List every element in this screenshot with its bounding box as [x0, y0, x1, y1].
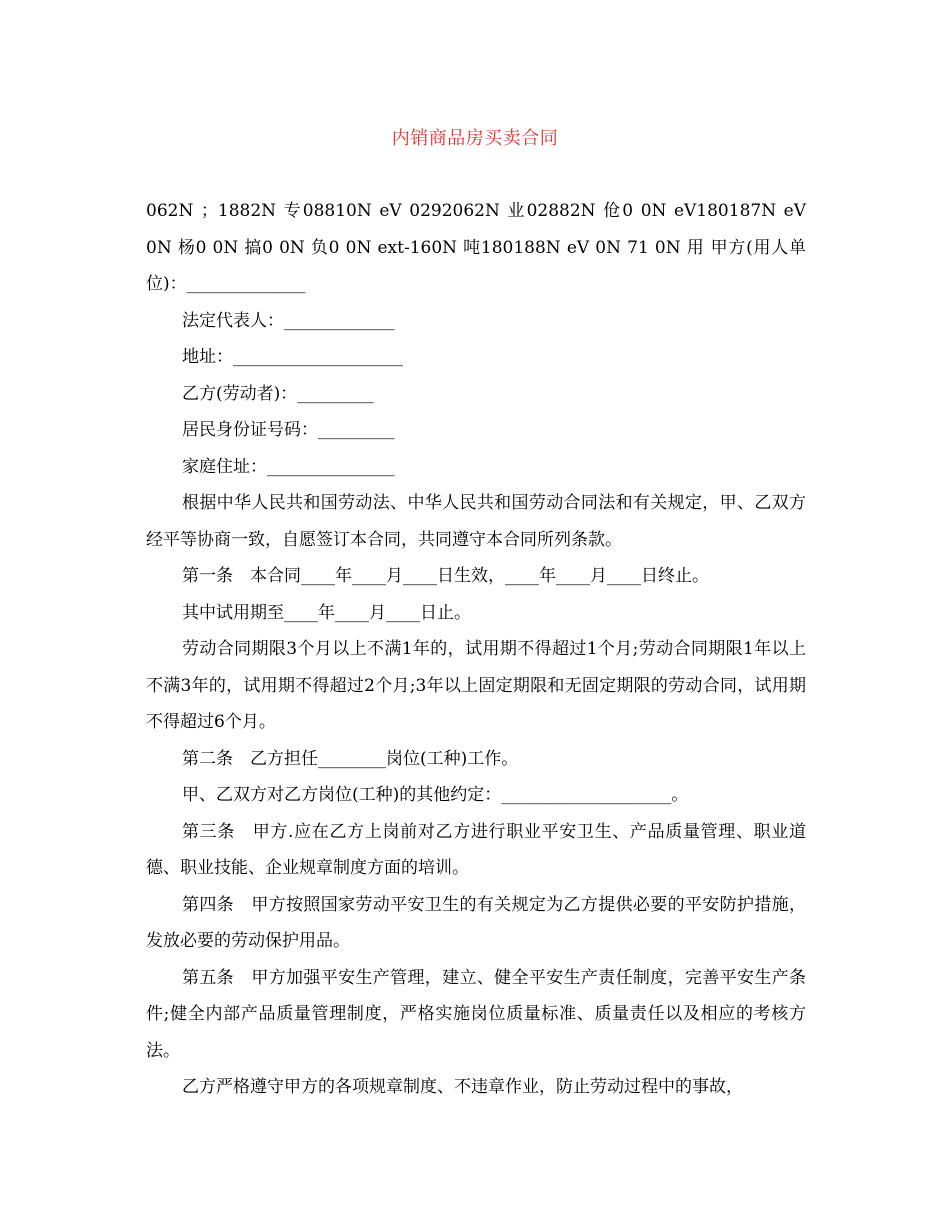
article-3-paragraph: 第三条 甲方.应在乙方上岗前对乙方进行职业平安卫生、产品质量管理、职业道德、职业技能、企业规章制度方面的培训。 — [146, 821, 806, 878]
probation-limits-paragraph: 劳动合同期限3个月以上不满1年的，试用期不得超过1个月;劳动合同期限1年以上不满3年的，试用期不得超过2个月;3年以上固定期限和无固定期限的劳动合同，试用期不得超过6个月。 — [146, 639, 806, 732]
party-b-duties-paragraph: 乙方严格遵守甲方的各项规章制度、不违章作业，防止劳动过程中的事故， — [182, 1077, 743, 1097]
other-agreement-paragraph: 甲、乙双方对乙方岗位(工种)的其他约定：____________________。 — [182, 785, 689, 805]
article-1-paragraph: 第一条 本合同____年____月____日生效，____年____月____日终止。 — [182, 566, 709, 586]
address-line: 地址：____________________ — [182, 347, 403, 367]
legal-representative-line: 法定代表人：_____________ — [182, 310, 395, 331]
preamble-paragraph: 根据中华人民共和国劳动法、中华人民共和国劳动合同法和有关规定，甲、乙双方经平等协商一致，自愿签订本合同，共同遵守本合同所列条款。 — [146, 493, 806, 550]
article-5-paragraph: 第五条 甲方加强平安生产管理，建立、健全平安生产责任制度，完善平安生产条件;健全内部产品质量管理制度，严格实施岗位质量标准、质量责任以及相应的考核方法。 — [146, 967, 806, 1061]
article-4-paragraph: 第四条 甲方按照国家劳动平安卫生的有关规定为乙方提供必要的平安防护措施，发放必要的劳动保护用品。 — [146, 894, 806, 951]
home-address-line: 家庭住址：_______________ — [182, 456, 395, 477]
garbled-header-paragraph: 062N ；1882N 专08810N eV 0292062N 业02882N 伧0 0N eV180187N eV 0N 杨0 0N 搞0 0N 负0 0N ext-160N 吨180188N eV 0N 71 0N 用 甲方(用人单位)：______________ — [146, 201, 806, 294]
document-title: 内销商品房买卖合同 — [391, 128, 559, 149]
probation-paragraph: 其中试用期至____年____月____日止。 — [182, 602, 471, 623]
id-number-line: 居民身份证号码：_________ — [182, 420, 395, 440]
article-2-paragraph: 第二条 乙方担任________岗位(工种)工作。 — [182, 748, 519, 769]
document-body — [146, 193, 806, 1106]
party-b-line: 乙方(劳动者)：_________ — [182, 383, 374, 404]
